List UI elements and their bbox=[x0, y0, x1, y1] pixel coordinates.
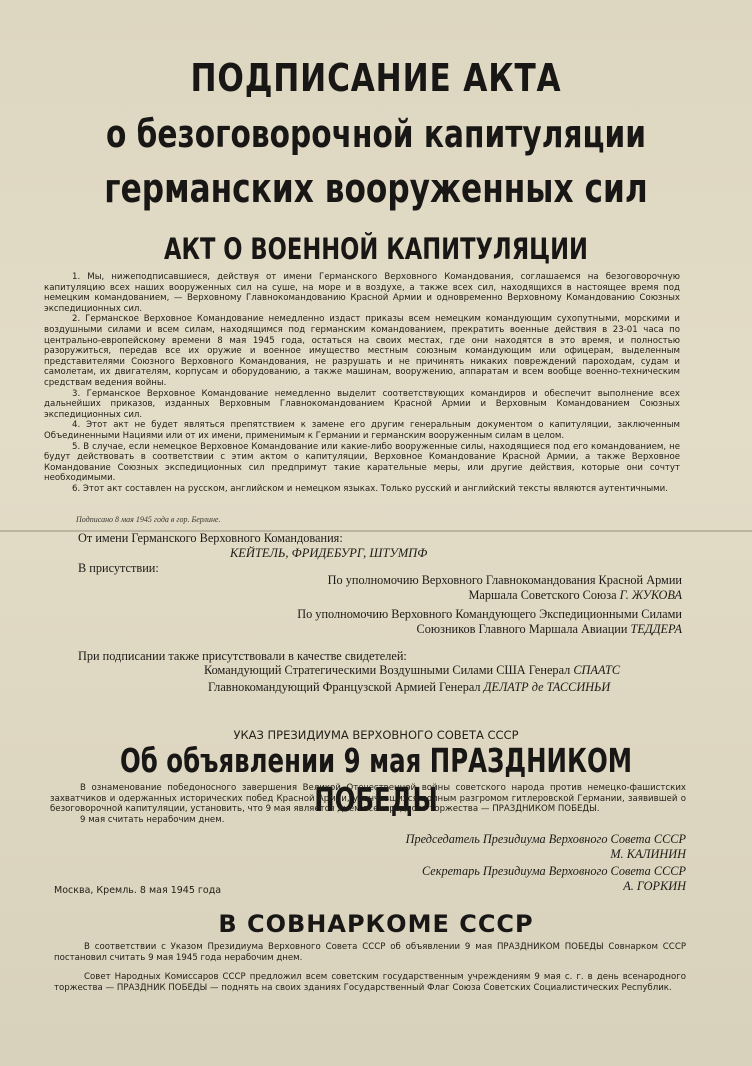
sovnarkom-paragraph-2 bbox=[54, 972, 686, 994]
witnesses-label: При подписании также присутствовали в качестве свидетелей: bbox=[78, 649, 407, 663]
chairman-name: М. КАЛИНИН bbox=[610, 847, 686, 861]
allied-line2 bbox=[200, 622, 682, 637]
signed-place: Подписано 8 мая 1945 года в гор. Берлине. bbox=[76, 515, 221, 524]
article-4: 4. Этот акт не будет являться препятствием к замене его другим генеральным документом о капитуляции, заключенным Объединенными Нациями или от их имени, применимым к Германии и германским вооруженным силам в целом. bbox=[44, 420, 680, 441]
act-articles bbox=[44, 272, 680, 494]
witness-delattre bbox=[208, 680, 610, 695]
allied-line1: По уполномочию Верховного Командующего Экспедиционными Силами bbox=[297, 607, 682, 621]
article-6: 6. Этот акт составлен на русском, английском и немецком языках. Только русский и английский тексты являются аутентичными. bbox=[72, 483, 668, 494]
soviet-line1: По уполномочию Верховного Главнокомандования Красной Армии bbox=[327, 573, 682, 587]
witness-spaatz bbox=[204, 663, 620, 678]
decree-text bbox=[50, 783, 686, 825]
act-subtitle: АКТ О ВОЕННОЙ КАПИТУЛЯЦИИ bbox=[163, 232, 589, 266]
presence-label: В присутствии: bbox=[78, 561, 159, 575]
delattre-name: ДЕЛАТР де ТАССИНЬИ bbox=[483, 680, 611, 694]
decree-heading: УКАЗ ПРЕЗИДИУМА ВЕРХОВНОГО СОВЕТА СССР bbox=[233, 728, 519, 742]
sovnarkom-text-1: В соответствии с Указом Президиума Верховного Совета СССР об объявлении 9 мая ПРАЗДНИКОМ ПОБЕДЫ Совнарком СССР постановил считать 9 мая 1945 года нерабочим днем. bbox=[54, 942, 686, 963]
german-label: От имени Германского Верховного Командования: bbox=[78, 531, 343, 545]
secretary-name: А. ГОРКИН bbox=[623, 879, 686, 893]
decree-title: Об объявлении 9 мая ПРАЗДНИКОМ ПОБЕДЫ bbox=[119, 741, 633, 819]
spaatz-name: СПААТС bbox=[573, 663, 621, 677]
article-1: 1. Мы, нижеподписавшиеся, действуя от имени Германского Верховного Командования, соглашаемся на безоговорочную капитуляцию всех наших вооруженных сил на суше, на море и в воздухе, а также всех сил, находящихся в настоящее время под немецким командованием, — Верховному Главнокомандованию Красной Армии и одновременно Верховному Командованию Союзных экспедиционных сил. bbox=[44, 272, 680, 314]
zhukov-name: Г. ЖУКОВА bbox=[619, 588, 682, 602]
article-3: 3. Германское Верховное Командование немедленно выделит соответствующих командиров и обеспечит выполнение всех дальнейших приказов, изданных Верховным Главнокомандованием Красной Армии и Верховным Командованием Союзных экспедиционных сил. bbox=[44, 388, 680, 420]
article-5: 5. В случае, если немецкое Верховное Командование или какие-либо вооруженные силы, находящиеся под его командованием, не будут действовать в соответствии с этим актом о капитуляции, Верховное Командование Красной Армии, а также Верховное Командование Союзных экспедиционных сил предпримут такие карательные меры, или другие действия, которые они сочтут необходимыми. bbox=[44, 441, 680, 484]
german-signatories: КЕЙТЕЛЬ, ФРИДЕБУРГ, ШТУМПФ bbox=[230, 546, 428, 560]
decree-paragraph-2: 9 мая считать нерабочим днем. bbox=[80, 814, 225, 825]
decree-paragraph-1: В ознаменование победоносного завершения Великой Отечественной войны советского народа против немецко-фашистских захватчиков и одержанных исторических побед Красной Армии, увенчавшихся полным разгромом гитлеровской Германии, заявившей о безоговорочной капитуляции, установить, что 9 мая является днем всенародного торжества — ПРАЗДНИКОМ ПОБЕДЫ. bbox=[50, 783, 686, 815]
allied-rank: Союзников Главного Маршала Авиации bbox=[416, 622, 628, 636]
decree-date-place: Москва, Кремль. 8 мая 1945 года bbox=[54, 885, 222, 896]
tedder-name: ТЕДДЕРА bbox=[630, 622, 682, 636]
witness2-rank: Главнокомандующий Французской Армией Генерал bbox=[208, 680, 481, 694]
main-title-line3: германских вооруженных сил bbox=[104, 166, 648, 212]
soviet-line2 bbox=[200, 588, 682, 603]
sovnarkom-text-2: Совет Народных Комиссаров СССР предложил всем советским государственным учреждениям 9 мая с. г. в день всенародного торжества — ПРАЗДНИК ПОБЕДЫ — поднять на своих зданиях Государственный Флаг Союза Советских Социалистических Республик. bbox=[54, 972, 686, 993]
article-2: 2. Германское Верховное Командование немедленно издаст приказы всем немецким командующим сухопутными, морскими и воздушными силами и всем силам, находящимся под германским командованием, прекратить военные действия в 23-01 часа по центрально-европейскому времени 8 мая 1945 года, остаться на своих местах, где они находятся в это время, и полностью разоружиться, передав все их оружие и военное имущество местным союзным командующим или офицерам, выделенным представителями Союзного Верховного Командования, не разрушать и не причинять никаких повреждений пароходам, судам и самолетам, их двигателям, корпусам и оборудованию, а также машинам, вооружению, аппаратам и всем вообще военно-техническим средствам ведения войны. bbox=[44, 314, 680, 388]
main-title-line1: ПОДПИСАНИЕ АКТА bbox=[190, 56, 562, 100]
chairman-title: Председатель Президиума Верховного Совета СССР bbox=[405, 832, 686, 846]
sovnarkom-title: В СОВНАРКОМЕ СССР bbox=[218, 910, 534, 938]
secretary-title: Секретарь Президиума Верховного Совета СССР bbox=[421, 864, 686, 878]
main-title-line2: о безоговорочной капитуляции bbox=[105, 112, 647, 156]
sovnarkom-paragraph-1 bbox=[54, 942, 686, 964]
witness1-rank: Командующий Стратегическими Воздушными Силами США Генерал bbox=[204, 663, 571, 677]
soviet-rank: Маршала Советского Союза bbox=[468, 588, 617, 602]
